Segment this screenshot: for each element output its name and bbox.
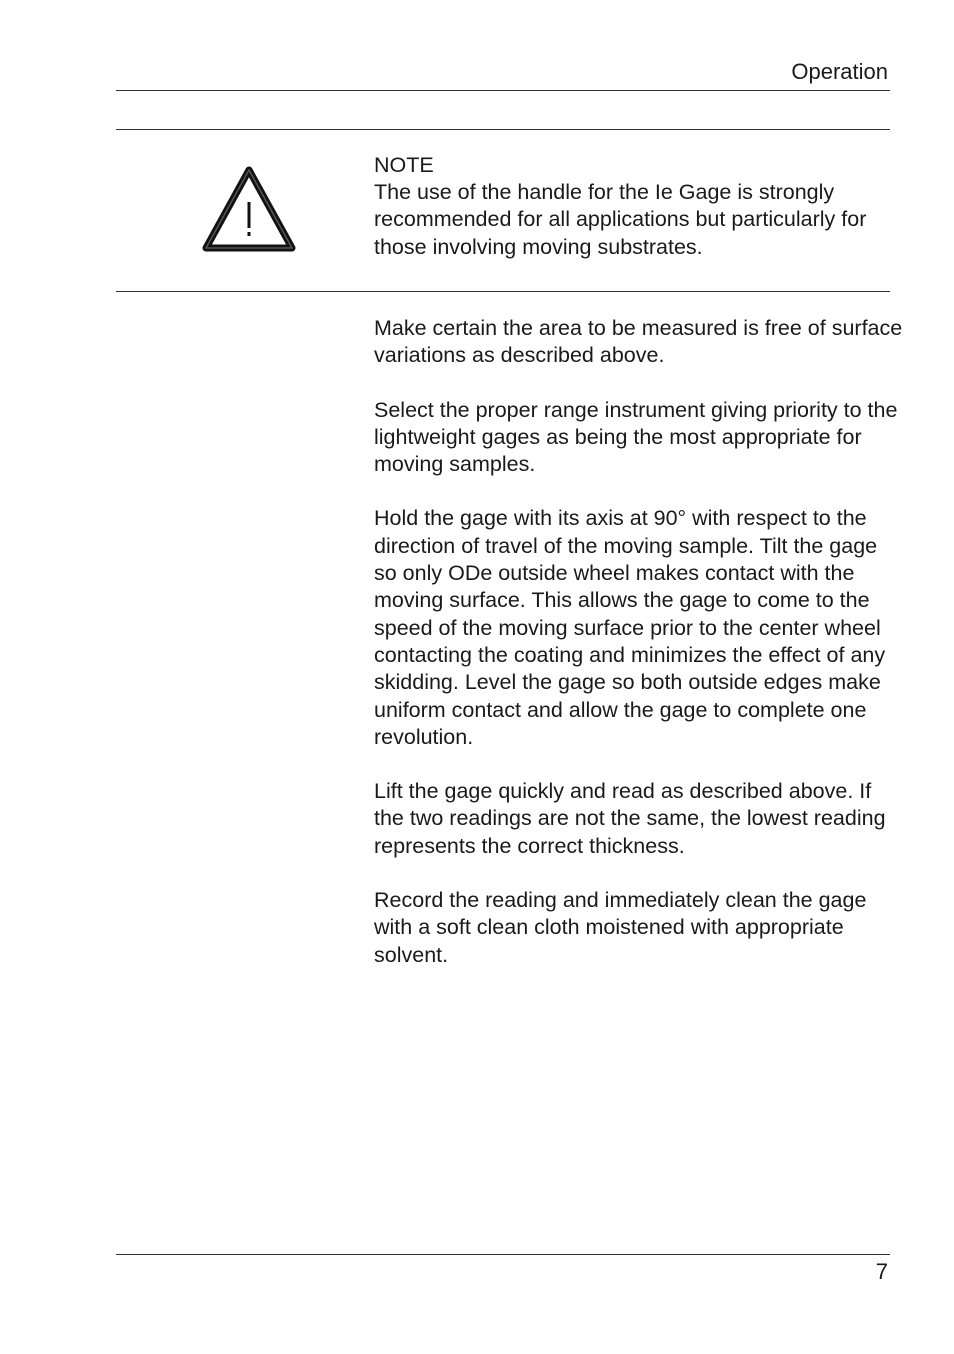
note-bottom-divider bbox=[116, 291, 890, 292]
warning-triangle-icon bbox=[202, 166, 296, 252]
instructions-body bbox=[374, 315, 904, 996]
section-title: Operation bbox=[791, 59, 888, 84]
paragraph: Hold the gage with its axis at 90° with respect to the direction of travel of the moving sample. Tilt the gage so only ODe outside wheel makes contact with the moving surface. This allows the gage to come to the speed of the moving surface prior to the center wheel contacting the coating and minimizes the effect of any skidding. Level the gage so both outside edges make uniform contact and allow the gage to complete one revolution. bbox=[374, 506, 886, 749]
note-block bbox=[374, 152, 894, 261]
header-divider bbox=[116, 90, 890, 91]
note-text: The use of the handle for the Ie Gage is strongly recommended for all applications but particularly for those involving moving substrates. bbox=[374, 180, 867, 259]
paragraph: Lift the gage quickly and read as described above. If the two readings are not the same, the lowest reading represents the correct thickness. bbox=[374, 779, 886, 858]
note-label: NOTE bbox=[374, 153, 434, 177]
paragraph: Record the reading and immediately clean the gage with a soft clean cloth moistened with appropriate solvent. bbox=[374, 888, 867, 967]
page-number: 7 bbox=[875, 1259, 888, 1284]
note-top-divider bbox=[116, 129, 890, 130]
paragraph: Select the proper range instrument giving priority to the lightweight gages as being the most appropriate for moving samples. bbox=[374, 397, 898, 477]
footer-divider bbox=[116, 1254, 890, 1255]
paragraph: Make certain the area to be measured is free of surface variations as described above. bbox=[374, 316, 903, 368]
